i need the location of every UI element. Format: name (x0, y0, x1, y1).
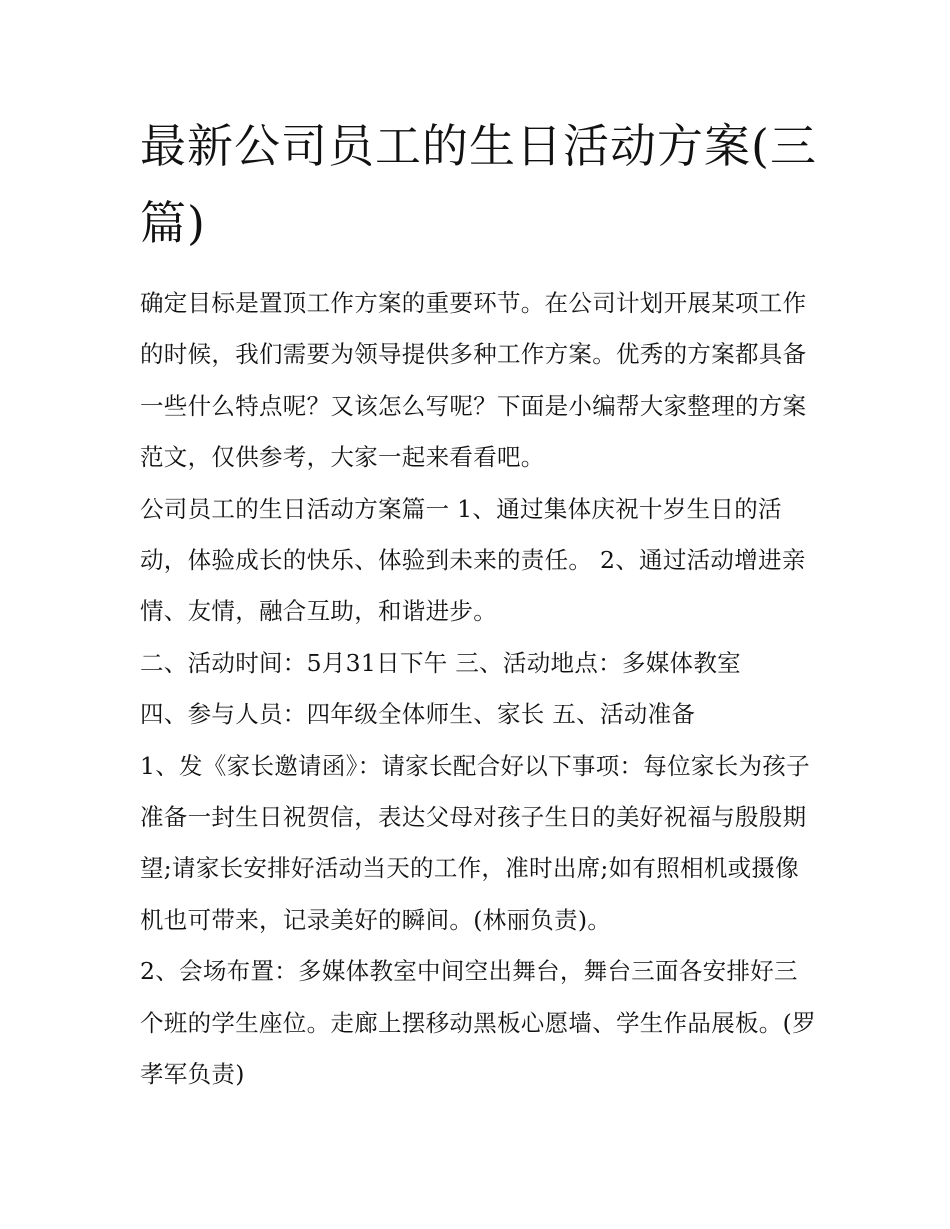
document-body (140, 278, 820, 1101)
invitation-paragraph: 1、发《家长邀请函》：请家长配合好以下事项：每位家长为孩子准备一封生日祝贺信，表达父母对孩子生日的美好祝福与殷殷期望;请家长安排好活动当天的工作，准时出席;如有照相机或摄像机也可带来，记录美好的瞬间。(林丽负责)。 (140, 751, 810, 934)
venue-setup-paragraph: 2、会场布置：多媒体教室中间空出舞台，舞台三面各安排好三个班的学生座位。走廊上摆移动黑板心愿墙、学生作品展板。(罗孝军负责) (140, 957, 816, 1089)
time-location-paragraph: 二、活动时间：5月31日下午 三、活动地点：多媒体教室 (140, 648, 741, 677)
intro-paragraph: 确定目标是置顶工作方案的重要环节。在公司计划开展某项工作的时候，我们需要为领导提供多种工作方案。优秀的方案都具备一些什么特点呢？又该怎么写呢？下面是小编帮大家整理的方案范文，仅供参考，大家一起来看看吧。 (140, 289, 807, 472)
document-page (140, 108, 820, 1101)
participants-paragraph: 四、参与人员：四年级全体师生、家长 五、活动准备 (140, 700, 696, 729)
section-one-paragraph: 公司员工的生日活动方案篇一 1、通过集体庆祝十岁生日的活动，体验成长的快乐、体验到未来的责任。 2、通过活动增进亲情、友情，融合互助，和谐进步。 (140, 494, 806, 626)
document-title: 最新公司员工的生日活动方案(三篇) (140, 119, 817, 250)
